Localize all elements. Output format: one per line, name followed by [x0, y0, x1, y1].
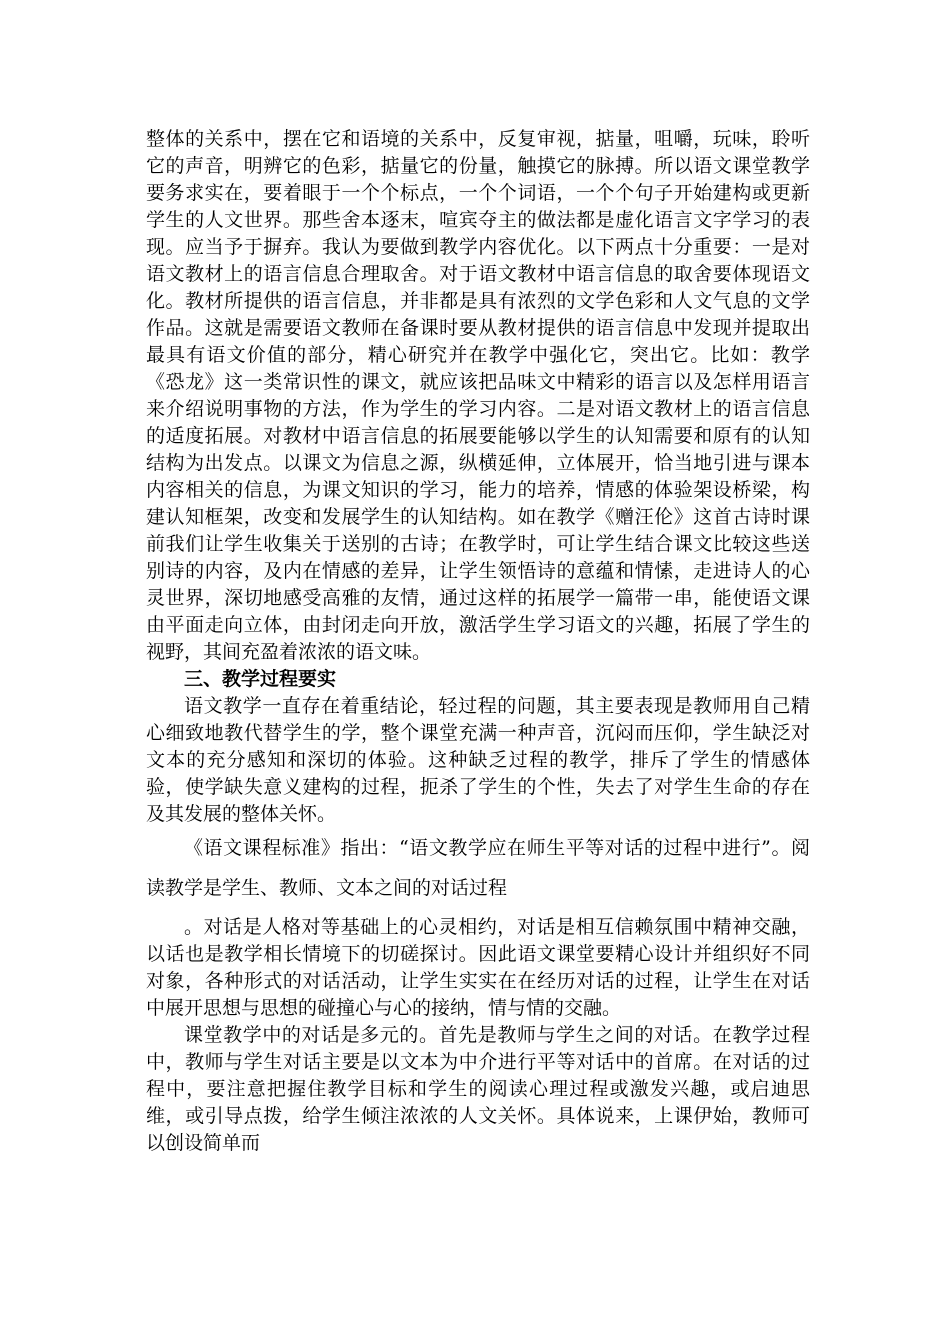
body-paragraph-2: 语文教学一直存在着重结论，轻过程的问题，其主要表现是教师用自己精心细致地教代替学生的学，整个课堂充满一种声音，沉闷而压仰，学生缺泛对文本的充分感知和深切的体验。这种缺乏过程的教学，排斥了学生的情感体验，使学缺失意义建构的过程，扼杀了学生的个性，失去了对学生生命的存在及其发展的整体关怀。 [146, 695, 810, 825]
body-paragraph-4: 。对话是人格对等基础上的心灵相约，对话是相互信赖氛围中精神交融，以话也是教学相长情境下的切磋探讨。因此语文课堂要精心设计并组织好不同对象，各种形式的对话活动，让学生实实在在经历对话的过程，让学生在对话中展开思想与思想的碰撞心与心的接纳，情与情的交融。 [146, 916, 810, 1019]
document-page [146, 126, 810, 1157]
body-paragraph-5: 课堂教学中的对话是多元的。首先是教师与学生之间的对话。在教学过程中，教师与学生对话主要是以文本为中介进行平等对话中的首席。在对话的过程中，要注意把握住教学目标和学生的阅读心理过程或激发兴趣，或启迪思维，或引导点拨，给学生倾注浓浓的人文关怀。具体说来，上课伊始，教师可以创设简单而 [146, 1024, 810, 1154]
body-paragraph-1: 整体的关系中，摆在它和语境的关系中，反复审视，掂量，咀嚼，玩味，聆听它的声音，明辨它的色彩，掂量它的份量，触摸它的脉搏。所以语文课堂教学要务求实在，要着眼于一个个标点，一个个词语，一个个句子开始建构或更新学生的人文世界。那些舍本逐末，喧宾夺主的做法都是虚化语言文字学习的表现。应当予于摒弃。我认为要做到教学内容优化。以下两点十分重要：一是对语文教材上的语言信息合理取舍。对于语文教材中语言信息的取舍要体现语文化。教材所提供的语言信息，并非都是具有浓烈的文学色彩和人文气息的文学作品。这就是需要语文教师在备课时要从教材提供的语言信息中发现并提取出最具有语文价值的部分，精心研究并在教学中强化它，突出它。比如：教学《恐龙》这一类常识性的课文，就应该把品味文中精彩的语言以及怎样用语言来介绍说明事物的方法，作为学生的学习内容。二是对语文教材上的语言信息的适度拓展。对教材中语言信息的拓展要能够以学生的认知需要和原有的认知结构为出发点。以课文为信息之源，纵横延伸，立体展开，恰当地引进与课本内容相关的信息，为课文知识的学习，能力的培养，情感的体验架设桥梁，构建认知框架，改变和发展学生的认知结构。如在教学《赠汪伦》这首古诗时课前我们让学生收集关于送别的古诗；在教学时，可让学生结合课文比较这些送别诗的内容，及内在情感的差异，让学生领悟诗的意蕴和情愫，走进诗人的心灵世界，深切地感受高雅的友情，通过这样的拓展学一篇带一串，能使语文课由平面走向立体，由封闭走向开放，激活学生学习语文的兴趣，拓展了学生的视野，其间充盈着浓浓的语文味。 [146, 128, 810, 663]
section-heading: 三、教学过程要实 [184, 668, 337, 690]
body-paragraph-3: 《语文课程标准》指出：“语文教学应在师生平等对话的过程中进行”。阅读教学是学生、教师、文本之间的对话过程 [146, 837, 810, 899]
